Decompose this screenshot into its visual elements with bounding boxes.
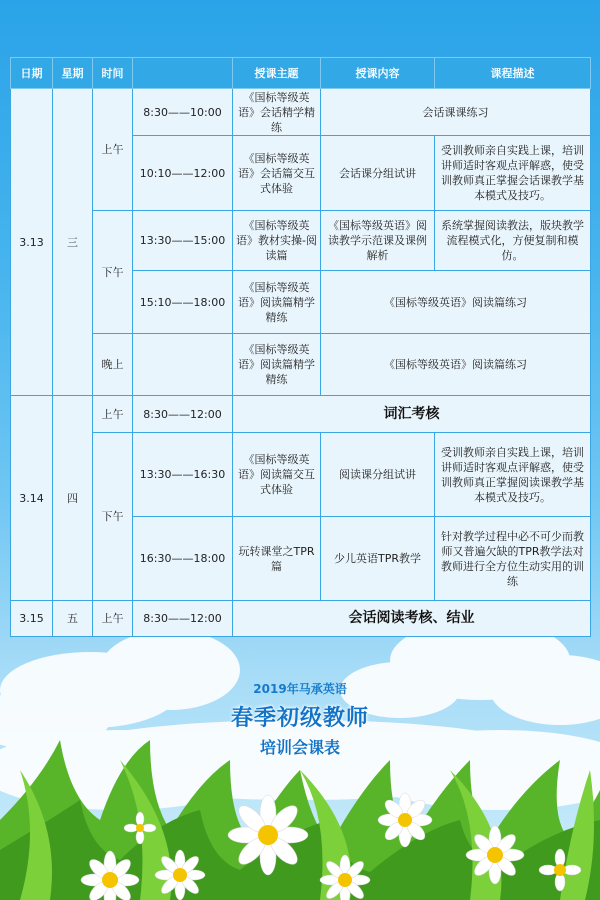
poster-title: 春季初级教师 (230, 706, 369, 731)
exam-banner-cell: 词汇考核 (233, 396, 591, 433)
topic-cell: 《国标等级英语》阅读篇精学精练 (233, 334, 321, 396)
date-cell: 3.15 (11, 601, 53, 637)
period-cell: 上午 (93, 601, 133, 637)
poster-footer (0, 680, 600, 758)
header-description: 课程描述 (435, 58, 591, 89)
header-period: 时间 (93, 58, 133, 89)
table-header-row (11, 58, 591, 89)
time-cell (133, 334, 233, 396)
weekday-cell: 三 (53, 89, 93, 396)
header-content: 授课内容 (321, 58, 435, 89)
description-cell: 系统掌握阅读教法，版块教学流程模式化，方便复制和模仿。 (435, 211, 591, 271)
time-cell: 15:10——18:00 (133, 271, 233, 334)
table-row (11, 334, 591, 396)
period-cell: 上午 (93, 396, 133, 433)
period-cell: 下午 (93, 211, 133, 334)
table-row (11, 433, 591, 517)
date-cell: 3.13 (11, 89, 53, 396)
merged-content-cell: 《国标等级英语》阅读篇练习 (321, 271, 591, 334)
header-date: 日期 (11, 58, 53, 89)
time-cell: 16:30——18:00 (133, 517, 233, 601)
time-cell: 10:10——12:00 (133, 136, 233, 211)
header-time (133, 58, 233, 89)
content-cell: 阅读课分组试讲 (321, 433, 435, 517)
content-cell: 《国标等级英语》阅读教学示范课及课例解析 (321, 211, 435, 271)
table-row (11, 89, 591, 136)
topic-cell: 《国标等级英语》阅读篇精学精练 (233, 271, 321, 334)
time-cell: 13:30——16:30 (133, 433, 233, 517)
period-cell: 晚上 (93, 334, 133, 396)
poster-subtitle: 培训会课表 (259, 738, 340, 757)
topic-cell: 玩转课堂之TPR篇 (233, 517, 321, 601)
period-cell: 下午 (93, 433, 133, 601)
time-cell: 8:30——12:00 (133, 396, 233, 433)
header-topic: 授课主题 (233, 58, 321, 89)
table-row (11, 396, 591, 433)
time-cell: 8:30——12:00 (133, 601, 233, 637)
schedule-table (10, 57, 591, 637)
merged-content-cell: 会话课课练习 (321, 89, 591, 136)
topic-cell: 《国标等级英语》会话篇交互式体验 (233, 136, 321, 211)
description-cell: 受训教师亲自实践上课，培训讲师适时客观点评解惑，使受训教师真正掌握阅读课教学基本模式及技巧。 (435, 433, 591, 517)
period-cell: 上午 (93, 89, 133, 211)
description-cell: 受训教师亲自实践上课，培训讲师适时客观点评解惑，使受训教师真正掌握会话课教学基本模式及技巧。 (435, 136, 591, 211)
topic-cell: 《国标等级英语》教材实操-阅读篇 (233, 211, 321, 271)
table-row (11, 601, 591, 637)
weekday-cell: 四 (53, 396, 93, 601)
header-weekday: 星期 (53, 58, 93, 89)
content-cell: 会话课分组试讲 (321, 136, 435, 211)
time-cell: 13:30——15:00 (133, 211, 233, 271)
weekday-cell: 五 (53, 601, 93, 637)
year-line: 2019年马承英语 (253, 682, 347, 696)
exam-banner-cell: 会话阅读考核、结业 (233, 601, 591, 637)
description-cell: 针对教学过程中必不可少而教师又普遍欠缺的TPR教学法对教师进行全方位生动实用的训练 (435, 517, 591, 601)
content-cell: 少儿英语TPR教学 (321, 517, 435, 601)
topic-cell: 《国标等级英语》阅读篇交互式体验 (233, 433, 321, 517)
topic-cell: 《国标等级英语》会话精学精练 (233, 89, 321, 136)
date-cell: 3.14 (11, 396, 53, 601)
merged-content-cell: 《国标等级英语》阅读篇练习 (321, 334, 591, 396)
time-cell: 8:30——10:00 (133, 89, 233, 136)
table-row (11, 211, 591, 271)
